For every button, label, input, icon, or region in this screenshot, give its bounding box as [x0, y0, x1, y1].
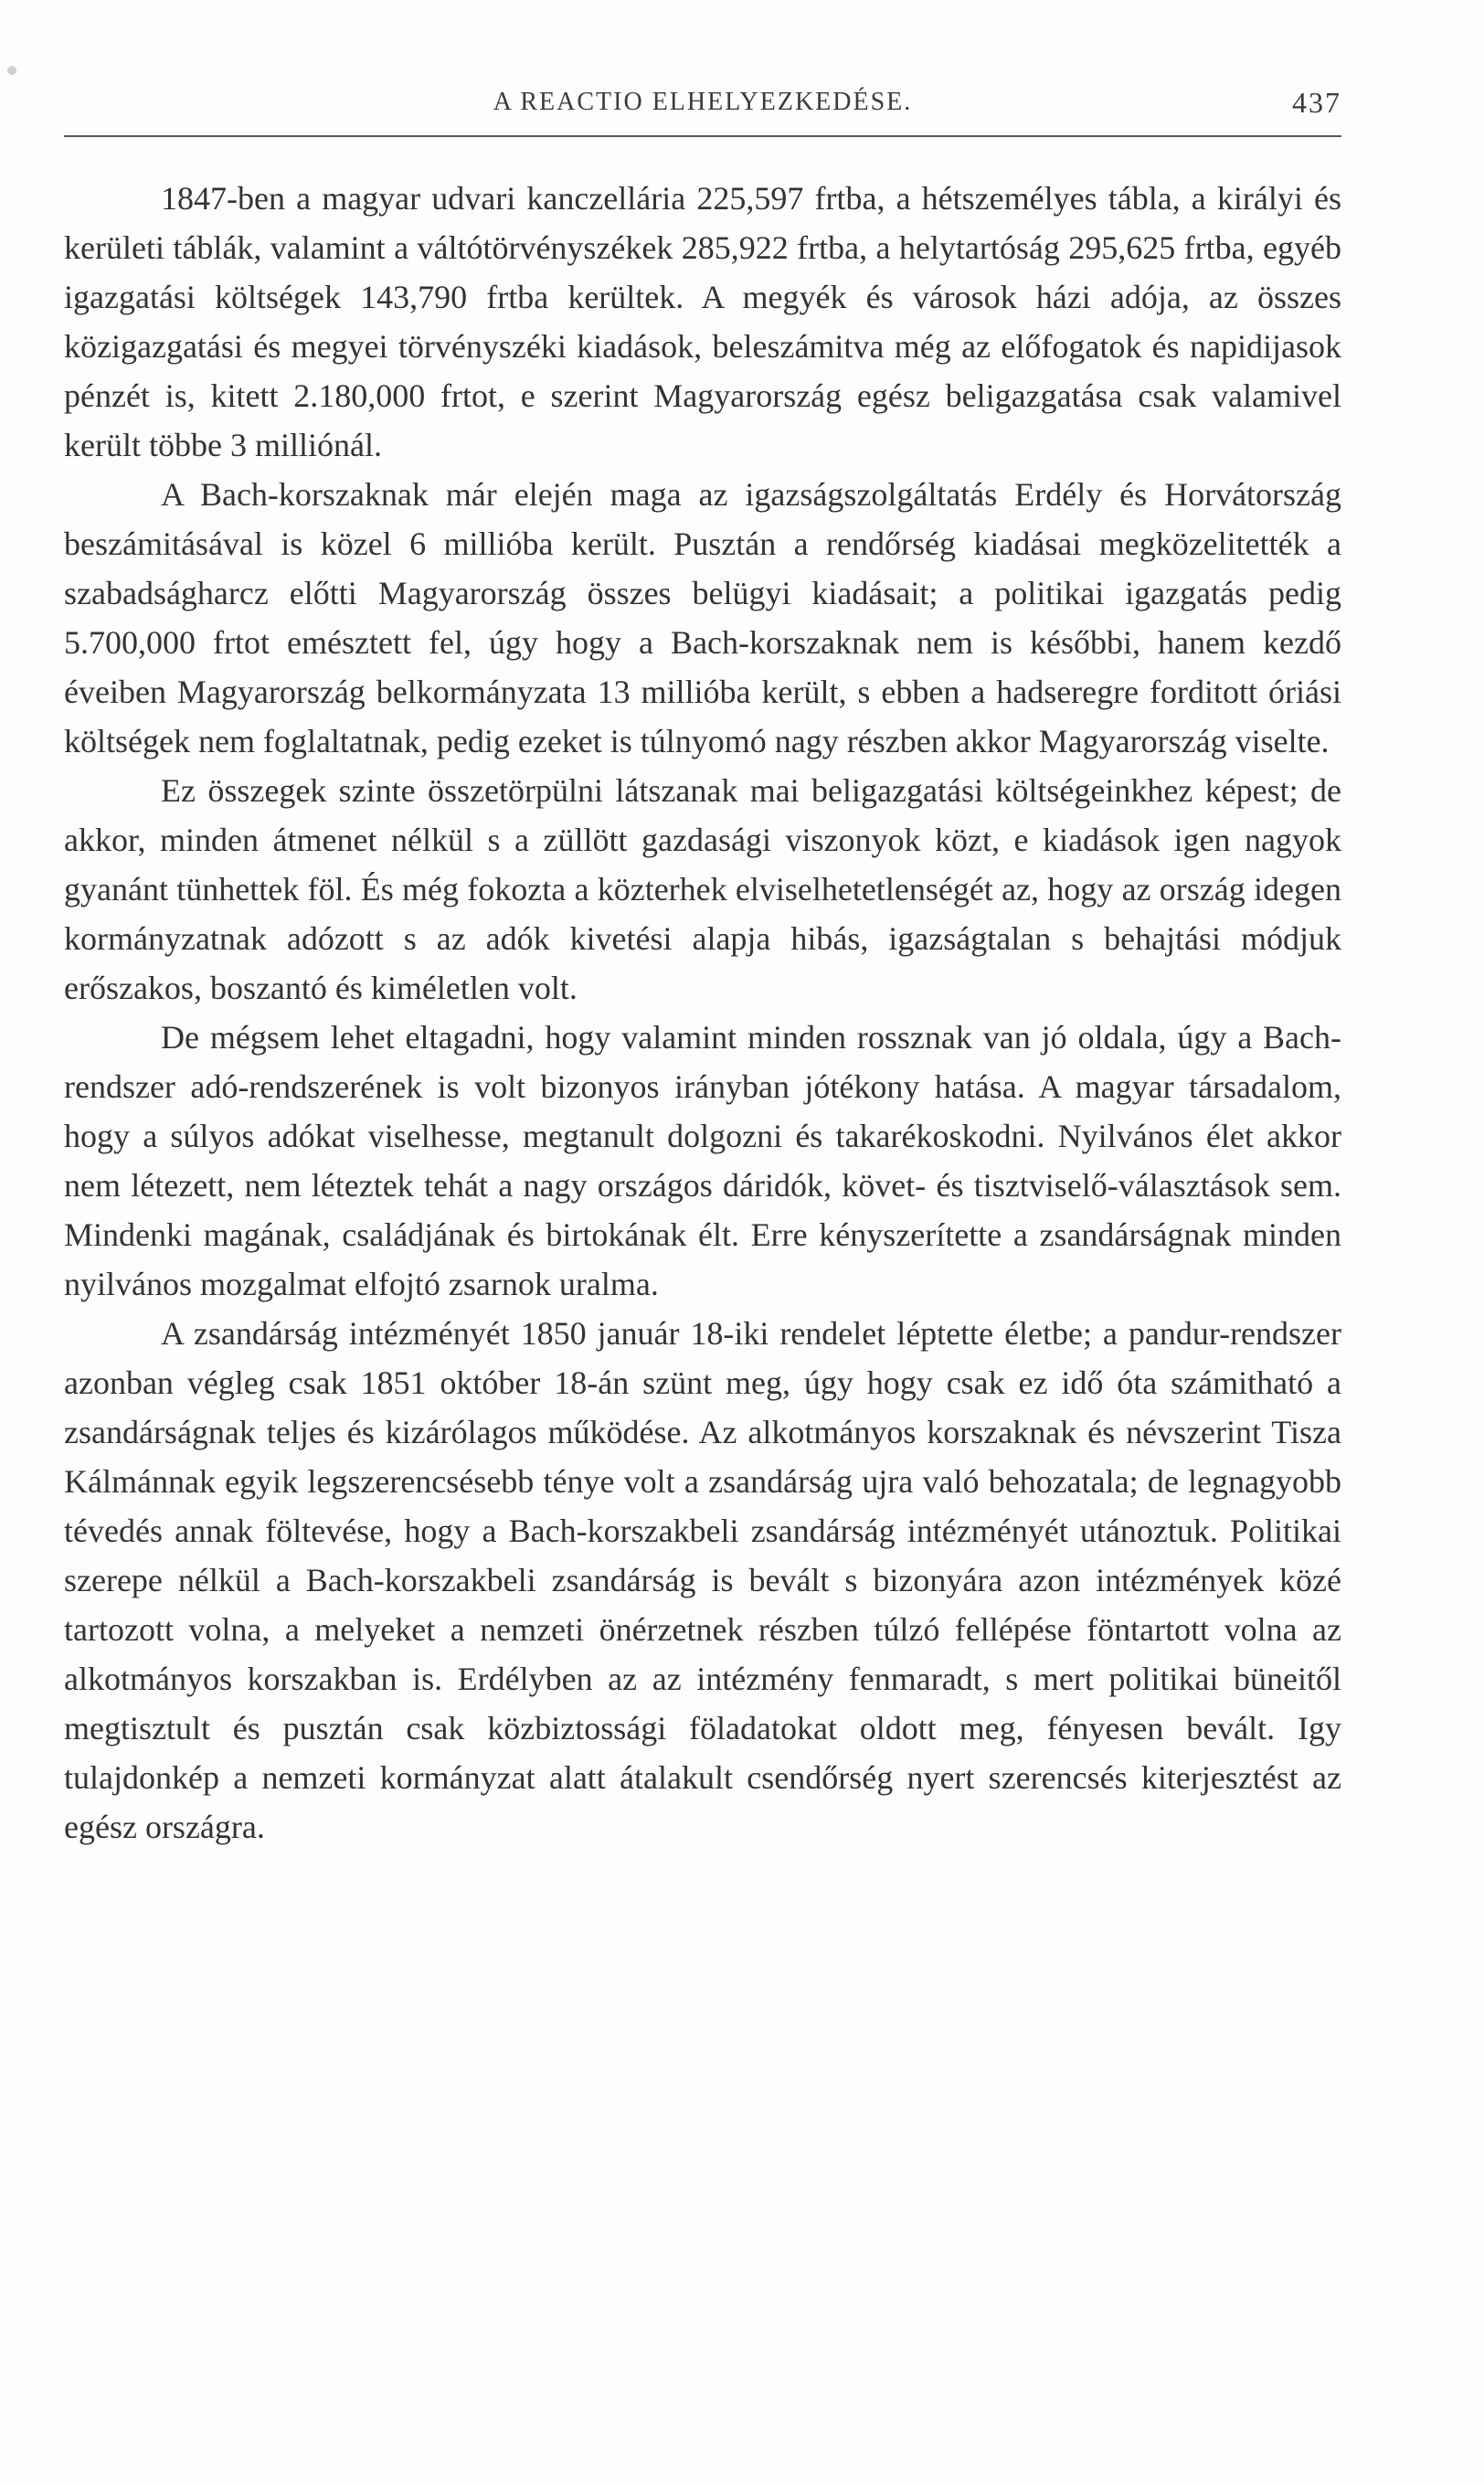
scan-speck	[7, 66, 16, 75]
paragraph: Ez összegek szinte összetörpülni látszanak mai beligazgatási költségeinkhez képest; de akkor, minden átmenet nélkül s a züllött gazdasági viszonyok közt, e kiadások igen nagyok gyanánt tünhettek föl. És még fokozta a közterhek elviselhetetlenségét az, hogy az ország idegen kormányzatnak adózott s az adók kivetési alapja hibás, igazságtalan s behajtási módjuk erőszakos, boszantó és kiméletlen volt.	[64, 772, 1341, 1006]
header-title: A REACTIO ELHELYEZKEDÉSE.	[493, 88, 913, 116]
header-rule	[64, 135, 1341, 137]
running-header	[64, 88, 1341, 128]
page-number: 437	[1292, 86, 1341, 119]
paragraph: A Bach-korszaknak már elején maga az igazságszolgáltatás Erdély és Horvátország beszámitásával is közel 6 millióba került. Pusztán a rendőrség kiadásai megközelitették a szabadságharcz előtti Magyarország összes belügyi kiadásait; a politikai igazgatás pedig 5.700,000 frtot emésztett fel, úgy hogy a Bach-korszaknak nem is későbbi, hanem kezdő éveiben Magyarország belkormányzata 13 millióba került, s ebben a hadseregre forditott óriási költségek nem foglaltatnak, pedig ezeket is túlnyomó nagy részben akkor Magyarország viselte.	[64, 476, 1341, 759]
paragraph: De mégsem lehet eltagadni, hogy valamint minden rossznak van jó oldala, úgy a Bach-rendszer adó-rendszerének is volt bizonyos irányban jótékony hatása. A magyar társadalom, hogy a súlyos adókat viselhesse, megtanult dolgozni és takarékoskodni. Nyilvános élet akkor nem létezett, nem léteztek tehát a nagy országos dáridók, követ- és tisztviselő-választások sem. Mindenki magának, családjának és birtokának élt. Erre kényszerítette a zsandárságnak minden nyilvános mozgalmat elfojtó zsarnok uralma.	[64, 1019, 1341, 1302]
paragraph: A zsandárság intézményét 1850 január 18-iki rendelet léptette életbe; a pandur-rendszer azonban végleg csak 1851 október 18-án szünt meg, úgy hogy csak ez idő óta számitható a zsandárságnak teljes és kizárólagos működése. Az alkotmányos korszaknak és névszerint Tisza Kálmánnak egyik legszerencsésebb ténye volt a zsandárság ujra való behozatala; de legnagyobb tévedés annak föltevése, hogy a Bach-korszakbeli zsandárság intézményét utánoztuk. Politikai szerepe nélkül a Bach-korszakbeli zsandárság is bevált s bizonyára azon intézmények közé tartozott volna, a melyeket a nemzeti önérzetnek részben túlzó fellépése föntartott volna az alkotmányos korszakban is. Erdélyben az az intézmény fenmaradt, s mert politikai büneitől megtisztult és pusztán csak közbiztossági föladatokat oldott meg, fényesen bevált. Igy tulajdonkép a nemzeti kormányzat alatt átalakult csendőrség nyert szerencsés kiterjesztést az egész országra.	[64, 1315, 1341, 1845]
paragraph: 1847-ben a magyar udvari kanczellária 225,597 frtba, a hétszemélyes tábla, a királyi és kerületi táblák, valamint a váltótörvényszékek 285,922 frtba, a helytartóság 295,625 frtba, egyéb igazgatási költségek 143,790 frtba kerültek. A megyék és városok házi adója, az összes közigazgatási és megyei törvényszéki kiadások, beleszámitva még az előfogatok és napidijasok pénzét is, kitett 2.180,000 frtot, e szerint Magyarország egész beligazgatása csak valamivel került többe 3 milliónál.	[64, 180, 1341, 463]
body-text	[64, 174, 1341, 1852]
